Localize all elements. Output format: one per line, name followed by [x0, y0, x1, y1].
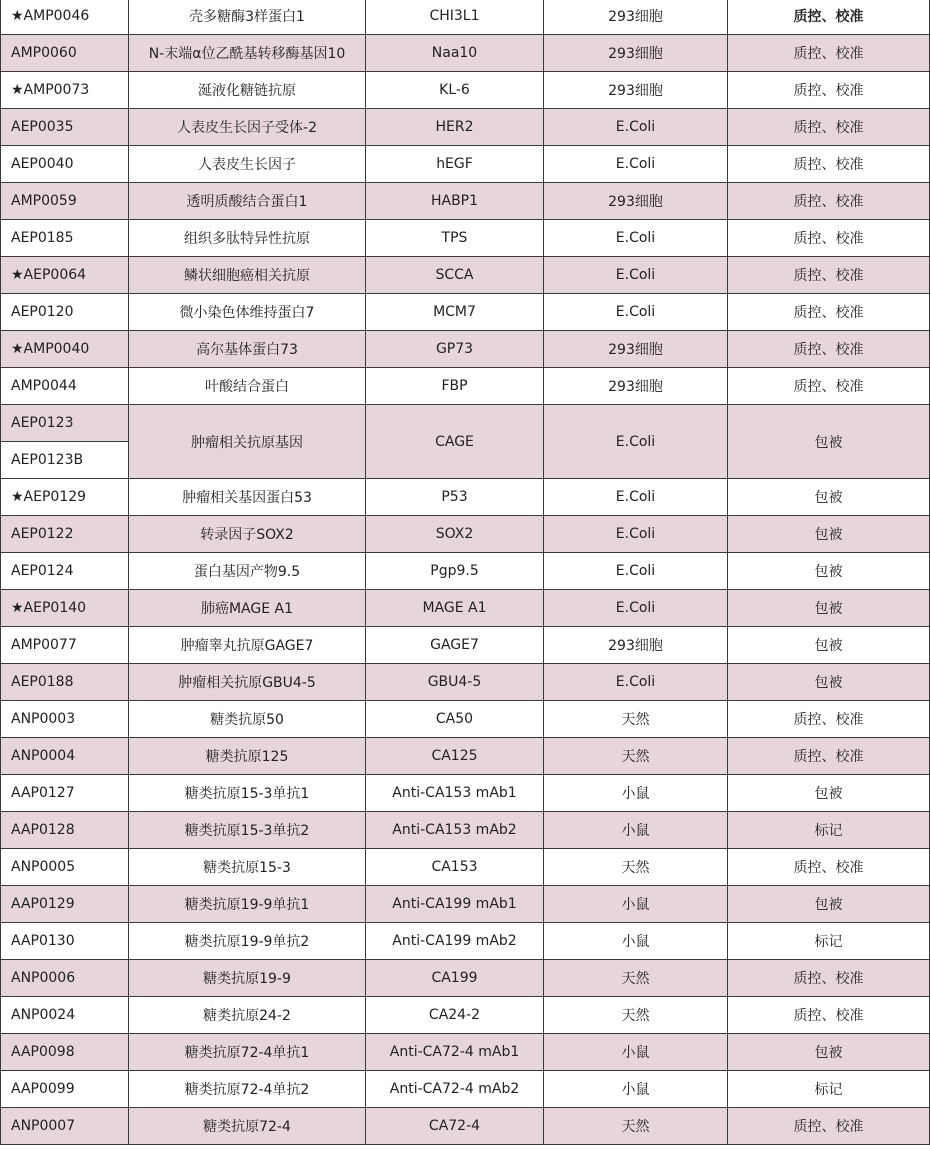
table-row: [1, 1108, 930, 1145]
abbreviation-cell: CA72-4: [366, 1108, 544, 1145]
abbreviation-cell: CA125: [366, 738, 544, 775]
abbreviation-cell: CA199: [366, 960, 544, 997]
product-name-cell: 糖类抗原19-9单抗1: [129, 886, 366, 923]
catalog-code-cell: AEP0188: [1, 664, 129, 701]
catalog-code-cell: AEP0122: [1, 516, 129, 553]
table-row: [1, 886, 930, 923]
product-name-cell: 糖类抗原19-9: [129, 960, 366, 997]
abbreviation-cell: TPS: [366, 220, 544, 257]
source-cell: 293细胞: [544, 35, 728, 72]
application-cell: 质控、校准: [728, 701, 930, 738]
catalog-code-cell: AEP0120: [1, 294, 129, 331]
abbreviation-cell: CA50: [366, 701, 544, 738]
abbreviation-cell: Anti-CA153 mAb2: [366, 812, 544, 849]
application-cell: 质控、校准: [728, 1108, 930, 1145]
application-cell: 包被: [728, 664, 930, 701]
product-name-cell: 人表皮生长因子受体-2: [129, 109, 366, 146]
application-cell: 标记: [728, 1071, 930, 1108]
source-cell: 小鼠: [544, 886, 728, 923]
abbreviation-cell: KL-6: [366, 72, 544, 109]
application-cell: 包被: [728, 516, 930, 553]
abbreviation-cell: CHI3L1: [366, 0, 544, 35]
table-row: [1, 664, 930, 701]
catalog-code-cell: ★AMP0046: [1, 0, 129, 35]
application-cell: 质控、校准: [728, 0, 930, 35]
catalog-code-cell: AAP0098: [1, 1034, 129, 1071]
source-cell: E.Coli: [544, 664, 728, 701]
table-body: [1, 0, 930, 1145]
abbreviation-cell: FBP: [366, 368, 544, 405]
abbreviation-cell: Anti-CA72-4 mAb1: [366, 1034, 544, 1071]
catalog-code-cell: AMP0077: [1, 627, 129, 664]
catalog-code-cell: ★AEP0129: [1, 479, 129, 516]
catalog-code-cell: ANP0004: [1, 738, 129, 775]
product-name-cell: 微小染色体维持蛋白7: [129, 294, 366, 331]
source-cell: 293细胞: [544, 331, 728, 368]
product-name-cell: 糖类抗原24-2: [129, 997, 366, 1034]
application-cell: 质控、校准: [728, 331, 930, 368]
source-cell: E.Coli: [544, 405, 728, 479]
table-row: [1, 35, 930, 72]
table-row: [1, 997, 930, 1034]
application-cell: 包被: [728, 627, 930, 664]
source-cell: E.Coli: [544, 146, 728, 183]
product-name-cell: 透明质酸结合蛋白1: [129, 183, 366, 220]
catalog-code-cell: AAP0130: [1, 923, 129, 960]
abbreviation-cell: SCCA: [366, 257, 544, 294]
table-row: [1, 72, 930, 109]
table-row: [1, 627, 930, 664]
catalog-code-cell: ★AMP0073: [1, 72, 129, 109]
product-name-cell: 转录因子SOX2: [129, 516, 366, 553]
source-cell: E.Coli: [544, 294, 728, 331]
catalog-code-cell: ANP0003: [1, 701, 129, 738]
product-name-cell: 糖类抗原19-9单抗2: [129, 923, 366, 960]
catalog-code-cell: ANP0024: [1, 997, 129, 1034]
application-cell: 包被: [728, 886, 930, 923]
abbreviation-cell: GAGE7: [366, 627, 544, 664]
product-name-cell: 叶酸结合蛋白: [129, 368, 366, 405]
table-row: [1, 812, 930, 849]
application-cell: 质控、校准: [728, 257, 930, 294]
catalog-code-cell: AAP0099: [1, 1071, 129, 1108]
table-row: [1, 220, 930, 257]
application-cell: 质控、校准: [728, 997, 930, 1034]
source-cell: 天然: [544, 738, 728, 775]
catalog-code-cell: AEP0124: [1, 553, 129, 590]
catalog-code-cell: AEP0123: [1, 405, 129, 442]
catalog-code-cell: ★AEP0140: [1, 590, 129, 627]
abbreviation-cell: Anti-CA153 mAb1: [366, 775, 544, 812]
product-name-cell: 壳多糖酶3样蛋白1: [129, 0, 366, 35]
source-cell: E.Coli: [544, 109, 728, 146]
table-row: [1, 257, 930, 294]
abbreviation-cell: Naa10: [366, 35, 544, 72]
table-row: [1, 1034, 930, 1071]
table-row: [1, 923, 930, 960]
product-name-cell: 组织多肽特异性抗原: [129, 220, 366, 257]
product-name-cell: 肿瘤相关基因蛋白53: [129, 479, 366, 516]
application-cell: 质控、校准: [728, 72, 930, 109]
source-cell: 293细胞: [544, 627, 728, 664]
abbreviation-cell: P53: [366, 479, 544, 516]
product-name-cell: 糖类抗原15-3单抗1: [129, 775, 366, 812]
product-name-cell: 肿瘤相关抗原GBU4-5: [129, 664, 366, 701]
product-name-cell: 肿瘤相关抗原基因: [129, 405, 366, 479]
source-cell: 293细胞: [544, 368, 728, 405]
application-cell: 质控、校准: [728, 35, 930, 72]
product-name-cell: 糖类抗原72-4: [129, 1108, 366, 1145]
catalog-code-cell: AAP0127: [1, 775, 129, 812]
abbreviation-cell: CA153: [366, 849, 544, 886]
source-cell: 小鼠: [544, 812, 728, 849]
application-cell: 包被: [728, 553, 930, 590]
application-cell: 包被: [728, 590, 930, 627]
product-name-cell: 糖类抗原125: [129, 738, 366, 775]
product-name-cell: 人表皮生长因子: [129, 146, 366, 183]
catalog-code-cell: AMP0060: [1, 35, 129, 72]
application-cell: 质控、校准: [728, 294, 930, 331]
source-cell: 293细胞: [544, 72, 728, 109]
product-name-cell: 肿瘤睾丸抗原GAGE7: [129, 627, 366, 664]
catalog-code-cell: AEP0123B: [1, 442, 129, 479]
table-row: [1, 738, 930, 775]
source-cell: 天然: [544, 1108, 728, 1145]
abbreviation-cell: HABP1: [366, 183, 544, 220]
table-row: [1, 368, 930, 405]
application-cell: 质控、校准: [728, 146, 930, 183]
application-cell: 质控、校准: [728, 738, 930, 775]
application-cell: 标记: [728, 812, 930, 849]
abbreviation-cell: CAGE: [366, 405, 544, 479]
source-cell: 小鼠: [544, 923, 728, 960]
abbreviation-cell: Pgp9.5: [366, 553, 544, 590]
product-name-cell: N-末端α位乙酰基转移酶基因10: [129, 35, 366, 72]
table-row: [1, 146, 930, 183]
table-row: [1, 405, 930, 442]
table-row: [1, 849, 930, 886]
table-row: [1, 775, 930, 812]
source-cell: E.Coli: [544, 257, 728, 294]
application-cell: 质控、校准: [728, 849, 930, 886]
product-name-cell: 肺癌MAGE A1: [129, 590, 366, 627]
table-row: [1, 960, 930, 997]
source-cell: 293细胞: [544, 0, 728, 35]
application-cell: 质控、校准: [728, 109, 930, 146]
product-name-cell: 糖类抗原15-3单抗2: [129, 812, 366, 849]
catalog-code-cell: AMP0059: [1, 183, 129, 220]
table-row: [1, 109, 930, 146]
source-cell: E.Coli: [544, 590, 728, 627]
abbreviation-cell: Anti-CA199 mAb1: [366, 886, 544, 923]
product-name-cell: 糖类抗原15-3: [129, 849, 366, 886]
abbreviation-cell: GBU4-5: [366, 664, 544, 701]
catalog-code-cell: AAP0129: [1, 886, 129, 923]
abbreviation-cell: Anti-CA72-4 mAb2: [366, 1071, 544, 1108]
abbreviation-cell: MAGE A1: [366, 590, 544, 627]
application-cell: 质控、校准: [728, 183, 930, 220]
catalog-code-cell: AMP0044: [1, 368, 129, 405]
application-cell: 质控、校准: [728, 960, 930, 997]
catalog-code-cell: ANP0006: [1, 960, 129, 997]
product-name-cell: 高尔基体蛋白73: [129, 331, 366, 368]
product-name-cell: 糖类抗原72-4单抗2: [129, 1071, 366, 1108]
source-cell: 小鼠: [544, 775, 728, 812]
source-cell: 293细胞: [544, 183, 728, 220]
product-name-cell: 糖类抗原72-4单抗1: [129, 1034, 366, 1071]
table-row: [1, 516, 930, 553]
application-cell: 包被: [728, 1034, 930, 1071]
table-row: [1, 479, 930, 516]
catalog-code-cell: AEP0040: [1, 146, 129, 183]
source-cell: 天然: [544, 849, 728, 886]
table-row: [1, 701, 930, 738]
abbreviation-cell: SOX2: [366, 516, 544, 553]
catalog-code-cell: AEP0035: [1, 109, 129, 146]
source-cell: E.Coli: [544, 553, 728, 590]
application-cell: 质控、校准: [728, 220, 930, 257]
catalog-code-cell: ANP0007: [1, 1108, 129, 1145]
source-cell: 小鼠: [544, 1071, 728, 1108]
table-row: [1, 0, 930, 35]
catalog-code-cell: AEP0185: [1, 220, 129, 257]
abbreviation-cell: hEGF: [366, 146, 544, 183]
abbreviation-cell: CA24-2: [366, 997, 544, 1034]
catalog-code-cell: ★AMP0040: [1, 331, 129, 368]
source-cell: E.Coli: [544, 220, 728, 257]
product-name-cell: 鳞状细胞癌相关抗原: [129, 257, 366, 294]
application-cell: 包被: [728, 775, 930, 812]
product-name-cell: 涎液化糖链抗原: [129, 72, 366, 109]
source-cell: 天然: [544, 960, 728, 997]
abbreviation-cell: GP73: [366, 331, 544, 368]
table-row: [1, 294, 930, 331]
source-cell: 天然: [544, 997, 728, 1034]
source-cell: 天然: [544, 701, 728, 738]
source-cell: 小鼠: [544, 1034, 728, 1071]
table-row: [1, 1071, 930, 1108]
table-row: [1, 553, 930, 590]
application-cell: 包被: [728, 405, 930, 479]
table-row: [1, 590, 930, 627]
application-cell: 包被: [728, 479, 930, 516]
product-name-cell: 糖类抗原50: [129, 701, 366, 738]
source-cell: E.Coli: [544, 479, 728, 516]
product-name-cell: 蛋白基因产物9.5: [129, 553, 366, 590]
catalog-code-cell: AAP0128: [1, 812, 129, 849]
abbreviation-cell: Anti-CA199 mAb2: [366, 923, 544, 960]
source-cell: E.Coli: [544, 516, 728, 553]
catalog-code-cell: ANP0005: [1, 849, 129, 886]
table-row: [1, 183, 930, 220]
abbreviation-cell: MCM7: [366, 294, 544, 331]
catalog-code-cell: ★AEP0064: [1, 257, 129, 294]
application-cell: 质控、校准: [728, 368, 930, 405]
application-cell: 标记: [728, 923, 930, 960]
table-row: [1, 331, 930, 368]
abbreviation-cell: HER2: [366, 109, 544, 146]
